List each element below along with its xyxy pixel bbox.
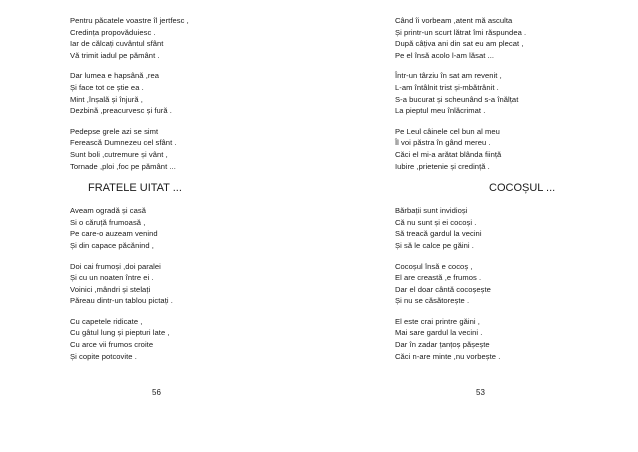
verse-line: Și printr-un scurt lătrat îmi răspundea . [395, 27, 527, 37]
verse-line: Dar lumea e hapsână ,rea [70, 71, 160, 81]
verse-line: Mint ,înșală și înjură , [70, 94, 143, 104]
right-page [319, 0, 638, 452]
verse-line: Vă trimit iadul pe pământ . [70, 50, 160, 60]
verse-line: Căci n-are minte ,nu vorbește . [395, 351, 501, 361]
verse-line: Într-un târziu în sat am revenit , [395, 71, 502, 81]
verse-line: Să treacă gardul la vecini [395, 229, 482, 239]
stanza [70, 261, 300, 307]
verse-line: Sunt boli ,cutremure și vânt , [70, 149, 168, 159]
verse-line: Când îi vorbeam ,atent mă asculta [395, 16, 513, 25]
verse-line: El are creastă ,e frumos . [395, 273, 482, 283]
poem-title: COCOȘUL ... [489, 182, 556, 195]
verse-line: Cu arce vii frumos croite [70, 340, 154, 350]
verse-line: Dar în zadar țanțoș pășește [395, 340, 490, 350]
verse-line: Pe care-o auzeam venind [70, 229, 158, 239]
poem-title: FRATELE UITAT ... [88, 182, 182, 195]
stanza [70, 316, 300, 362]
verse-line: Aveam ogradă și casă [70, 206, 146, 216]
verse-line: El este crai printre găini , [395, 316, 480, 326]
verse-line: Pe Leul câinele cel bun al meu [395, 126, 500, 136]
verse-line: După câțiva ani din sat eu am plecat , [395, 39, 524, 49]
verse-line: Bărbații sunt invidioși [395, 206, 468, 216]
stanza [395, 70, 625, 116]
left-page-text [70, 15, 300, 371]
verse-line: Voinici ,mândri și stelați [70, 284, 151, 294]
verse-line: Că nu sunt și ei cocoși . [395, 217, 477, 227]
verse-line: Și cu un noaten între ei . [70, 273, 154, 283]
stanza [70, 126, 300, 172]
page-number: 56 [152, 388, 161, 397]
verse-line: Îl voi păstra în gând mereu . [395, 138, 491, 148]
verse-line: La pieptul meu înlăcrimat . [395, 106, 486, 116]
verse-line: Și să le calce pe găini . [395, 240, 474, 250]
verse-line: Și copite potcovite . [70, 351, 137, 361]
stanza [395, 15, 625, 61]
verse-line: Căci el mi-a arătat blânda ființă [395, 149, 502, 159]
verse-line: Cu gâtul lung și piepturi late , [70, 328, 170, 338]
verse-line: Si o căruță frumoasă , [70, 217, 146, 227]
stanza [395, 205, 625, 251]
verse-line: L-am întâlnit trist și-mbătrânit . [395, 82, 499, 92]
verse-line: Cu capetele ridicate , [70, 316, 143, 326]
right-page-text [395, 15, 625, 371]
verse-line: Pentru păcatele voastre îl jertfesc , [70, 16, 189, 25]
verse-line: Pedepse grele azi se simt [70, 126, 159, 136]
verse-line: Doi cai frumoși ,doi paralei [70, 261, 161, 271]
stanza [395, 126, 625, 172]
stanza [395, 261, 625, 307]
verse-line: Și face tot ce știe ea . [70, 82, 144, 92]
verse-line: Dar el doar cântă cocoșește [395, 284, 491, 294]
verse-line: Iar de călcați cuvântul sfânt [70, 39, 164, 49]
page-number: 53 [476, 388, 485, 397]
verse-line: Ferească Dumnezeu cel sfânt . [70, 138, 177, 148]
verse-line: Și nu se căsătorește . [395, 296, 470, 306]
verse-line: S-a bucurat și scheunând s-a înălțat [395, 94, 519, 104]
verse-line: Mai sare gardul la vecini . [395, 328, 483, 338]
verse-line: Iubire ,prietenie și credință . [395, 161, 490, 171]
verse-line: Tornade ,ploi ,foc pe pământ ... [70, 161, 176, 171]
stanza [70, 70, 300, 116]
verse-line: Pe el însă acolo l-am lăsat ... [395, 50, 495, 60]
verse-line: Credința propovăduiesc . [70, 27, 156, 37]
verse-line: Și din capace păcănind , [70, 240, 154, 250]
verse-line: Dezbină ,preacurvesc și fură . [70, 106, 172, 116]
verse-line: Păreau dintr-un tablou pictați . [70, 296, 173, 306]
stanza [70, 15, 300, 61]
stanza [70, 205, 300, 251]
stanza [395, 316, 625, 362]
verse-line: Cocoșul însă e cocoș , [395, 261, 473, 271]
